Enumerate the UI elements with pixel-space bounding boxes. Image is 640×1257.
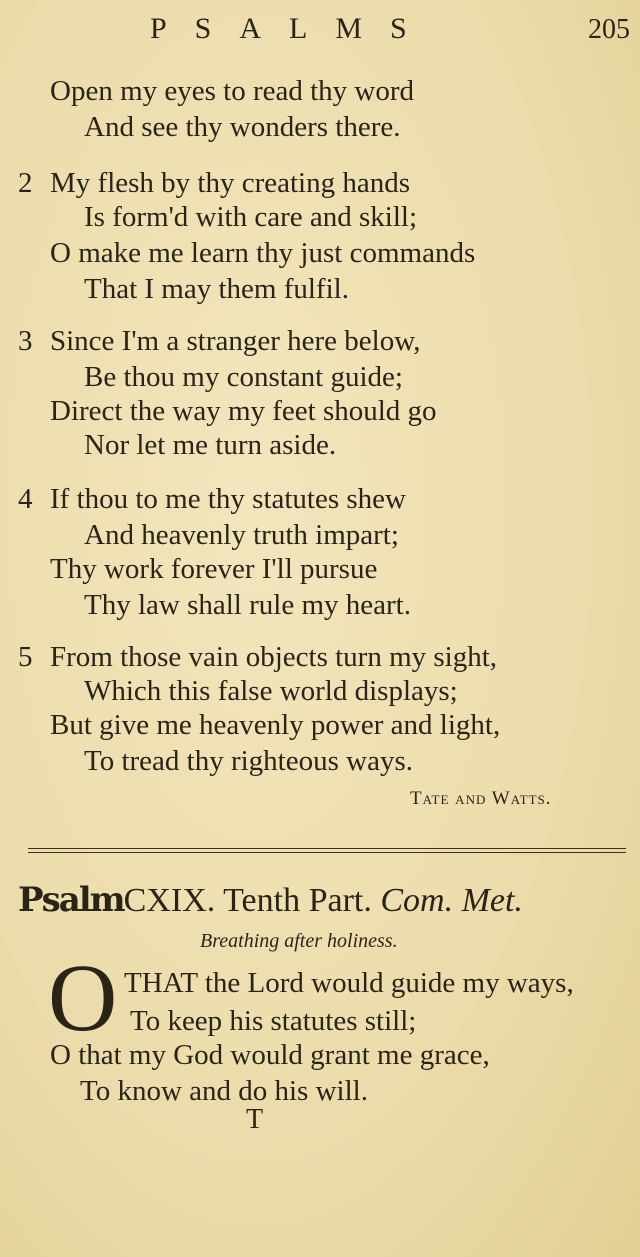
psalm-heading-part: Tenth Part.: [223, 882, 372, 919]
stanza-5-number: 5: [18, 641, 33, 673]
stanza-5-line-2: Which this false world displays;: [84, 675, 458, 707]
stanza-4-line-4: Thy law shall rule my heart.: [84, 589, 411, 621]
stanza-4-line-1: If thou to me thy statutes shew: [50, 483, 407, 515]
psalm-line-2: To keep his statutes still;: [130, 1005, 417, 1037]
stanza-3-line-3: Direct the way my feet should go: [50, 395, 437, 427]
psalm-heading-prefix: Psalm: [18, 880, 124, 920]
stanza-4-line-3: Thy work forever I'll pursue: [50, 553, 378, 585]
stanza-4-line-2: And heavenly truth impart;: [84, 519, 399, 551]
page-number: 205: [588, 14, 630, 45]
catchword: T: [246, 1104, 264, 1135]
psalm-line-4: To know and do his will.: [80, 1075, 368, 1107]
section-rule-top: [28, 848, 626, 849]
psalm-heading-number: CXIX.: [123, 882, 216, 919]
stanza-2-line-4: That I may them fulfil.: [84, 273, 349, 305]
drop-cap: O: [48, 944, 118, 1051]
stanza-5-line-3: But give me heavenly power and light,: [50, 709, 501, 741]
psalm-line-1: THAT the Lord would guide my ways,: [124, 967, 574, 999]
psalm-line-3: O that my God would grant me grace,: [50, 1039, 490, 1071]
stanza-2-line-3: O make me learn thy just commands: [50, 237, 476, 269]
running-head: PSALMS: [150, 12, 435, 45]
stanza-3-line-2: Be thou my constant guide;: [84, 361, 403, 393]
stanza-2-line-1: My flesh by thy creating hands: [50, 167, 411, 199]
psalm-heading: [18, 880, 523, 920]
stanza-1-line-1: Open my eyes to read thy word: [50, 75, 415, 107]
psalm-heading-meter: Com. Met.: [380, 882, 523, 919]
stanza-3-number: 3: [18, 325, 33, 357]
stanza-5-line-4: To tread thy righteous ways.: [84, 745, 413, 777]
stanza-3-line-1: Since I'm a stranger here below,: [50, 325, 421, 357]
stanza-3-line-4: Nor let me turn aside.: [84, 429, 337, 461]
stanza-1-line-2: And see thy wonders there.: [84, 111, 401, 143]
stanza-2-line-2: Is form'd with care and skill;: [84, 201, 418, 233]
stanza-4-number: 4: [18, 483, 33, 515]
section-rule-bottom: [28, 852, 626, 853]
stanza-2-number: 2: [18, 167, 33, 199]
attribution: Tate and Watts.: [410, 788, 552, 809]
psalm-subtitle: Breathing after holiness.: [200, 930, 398, 952]
stanza-5-line-1: From those vain objects turn my sight,: [50, 641, 498, 673]
